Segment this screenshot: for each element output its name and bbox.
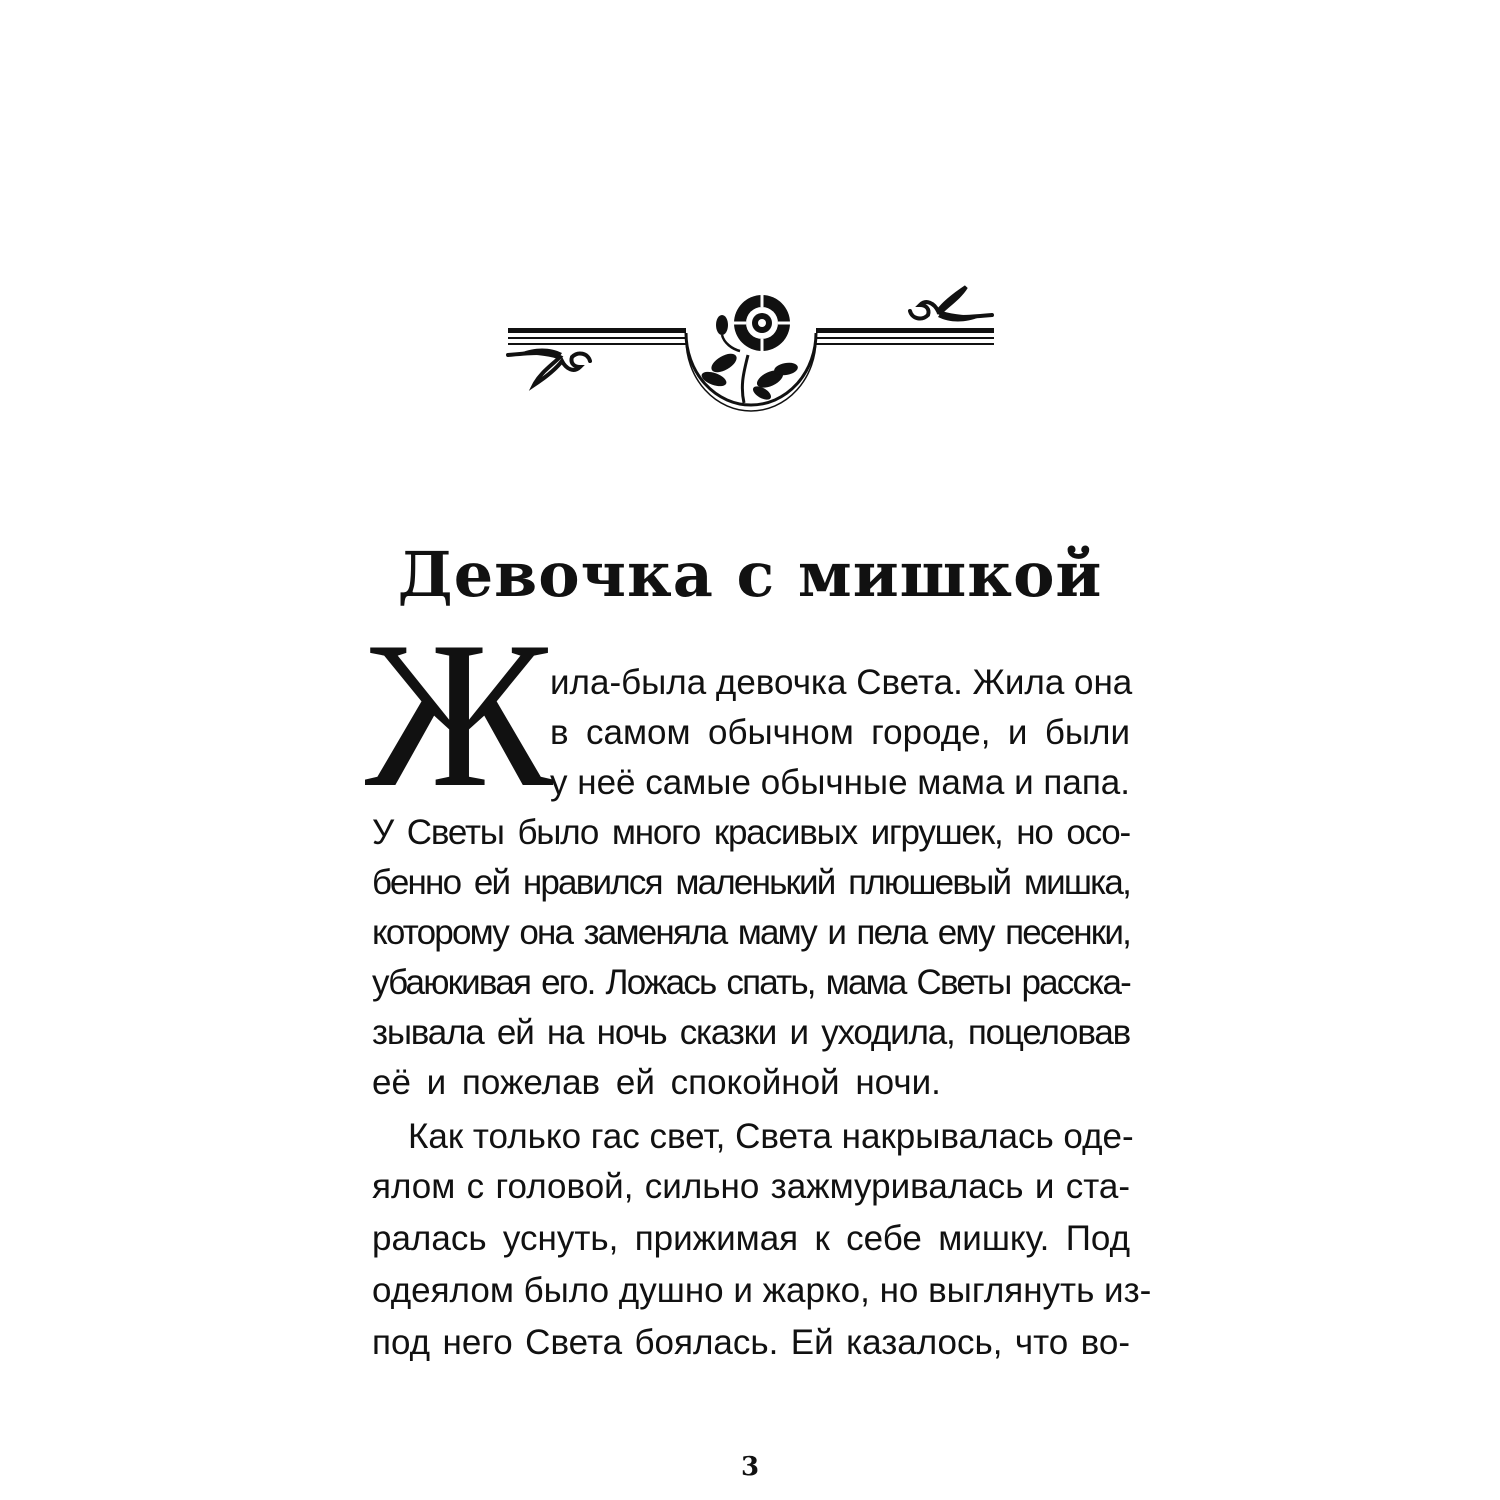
text-line: под него Света боялась. Ей казалось, что во- (372, 1323, 1130, 1362)
text-line: у неё самые обычные мама и папа. (550, 763, 1130, 802)
text-line: У Светы было много красивых игрушек, но осо- (372, 813, 1130, 852)
rose-vignette-icon (500, 285, 1000, 415)
text-line: убаюкивая его. Ложась спать, мама Светы расска- (372, 963, 1130, 1002)
text-line: которому она заменяла маму и пела ему песенки, (372, 913, 1130, 952)
text-line: бенно ей нравился маленький плюшевый мишка, (372, 863, 1130, 902)
text-line: ила-была девочка Света. Жила она (550, 663, 1133, 702)
chapter-title: Девочка с мишкой (397, 538, 1103, 611)
drop-cap-letter: Ж (365, 599, 554, 831)
text-line: в самом обычном городе, и были (550, 713, 1130, 752)
page-number: 3 (740, 1452, 760, 1482)
text-line: зывала ей на ночь сказки и уходила, поцеловав (372, 1013, 1130, 1052)
text-line: ралась уснуть, прижимая к себе мишку. Под (372, 1219, 1130, 1258)
text-line: её и пожелав ей спокойной ночи. (372, 1063, 941, 1102)
text-line: Как только гас свет, Света накрывалась оде- (408, 1117, 1134, 1156)
text-line: одеялом было душно и жарко, но выглянуть из- (372, 1271, 1152, 1310)
text-line: ялом с головой, сильно зажмуривалась и ста- (372, 1167, 1130, 1206)
